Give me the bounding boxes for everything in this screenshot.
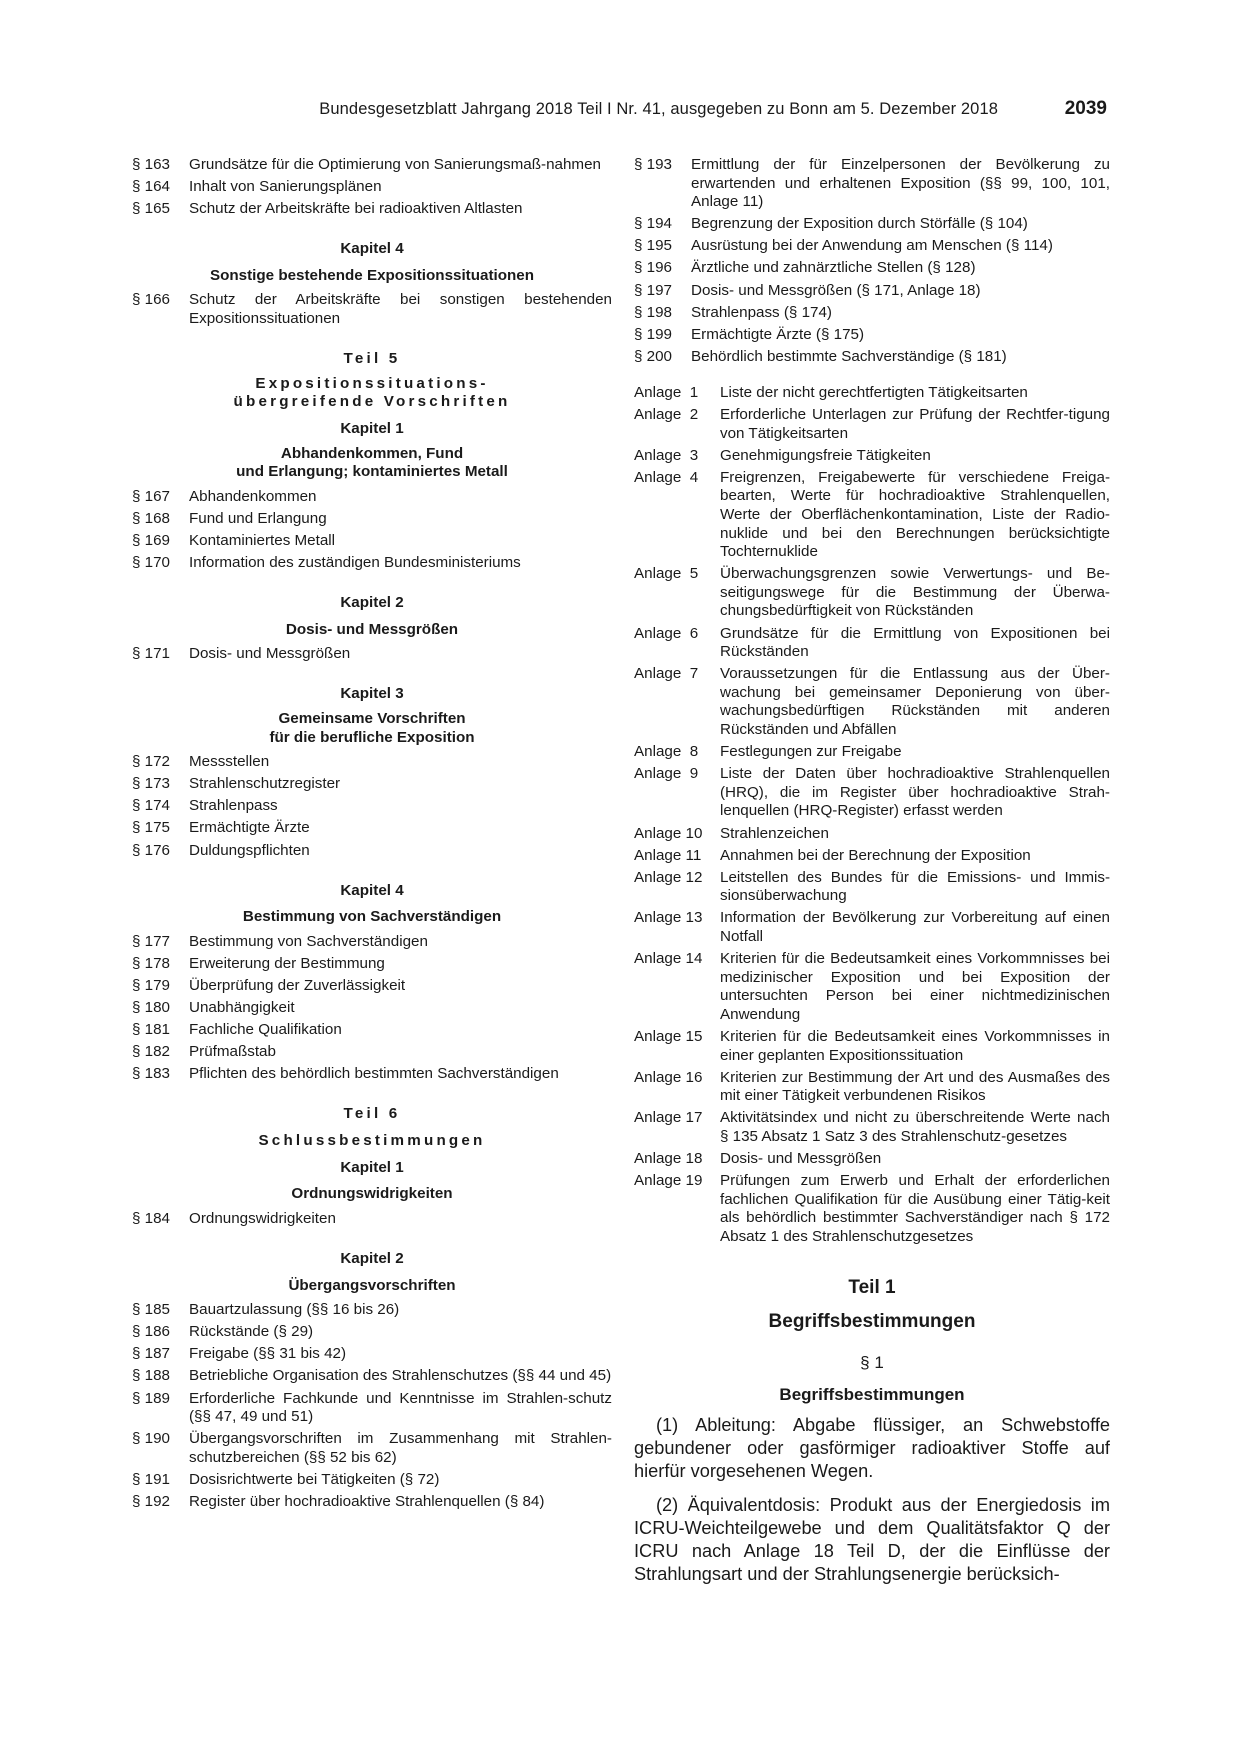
body-paragraph: (2) Äquivalentdosis: Produkt aus der Energiedosis im ICRU-Weichteilgewebe und dem Qualitätsfaktor Q der ICRU nach Anlage 18 Teil D, der die Einflüsse der Strahlungsart und der Strahlungsenergie berücksich- [634, 1494, 1110, 1585]
entry-number: Anlage 10 [634, 824, 703, 842]
entry-text: Duldungspflichten [189, 841, 310, 859]
toc-entry [634, 447, 1110, 466]
toc-entry [634, 825, 1110, 844]
toc-entry [132, 955, 612, 974]
entry-number: Anlage 5 [634, 565, 699, 583]
entry-number: § 196 [634, 259, 673, 277]
entry-text: Ausrüstung bei der Anwendung am Menschen (§ 114) [691, 237, 1053, 255]
entry-text: Dosis- und Messgrößen [189, 645, 351, 663]
entry-text: Überprüfung der Zuverlässigkeit [189, 977, 406, 994]
chapter-title: für die berufliche Exposition [269, 728, 475, 746]
entry-number: § 169 [132, 531, 171, 549]
toc-list [132, 1210, 612, 1229]
entry-text: Bauartzulassung (§§ 16 bis 26) [189, 1301, 400, 1319]
entry-text: Liste der Daten über hochradioaktive Strahlenquellen (HRQ), die im Register über hochradioaktive Strah-lenquellen (HRQ-Register) erfasst werden [720, 765, 1110, 820]
chapter-label: Kapitel 1 [340, 1158, 404, 1176]
chapter-title: Übergangsvorschriften [288, 1276, 456, 1294]
toc-list [132, 933, 612, 1084]
running-head: Bundesgesetzblatt Jahrgang 2018 Teil I Nr. 41, ausgegeben zu Bonn am 5. Dezember 2018 [319, 100, 998, 118]
entry-text: Ordnungswidrigkeiten [189, 1209, 336, 1227]
section-title: Begriffsbestimmungen [779, 1384, 965, 1404]
chapter-label: Kapitel 4 [340, 240, 404, 258]
entry-number: § 190 [132, 1430, 171, 1448]
toc-entry [634, 469, 1110, 562]
entry-number: Anlage 4 [634, 468, 699, 486]
entry-text: Genehmigungsfreie Tätigkeiten [720, 446, 931, 464]
body-paragraph: (1) Ableitung: Abgabe flüssiger, an Schwebstoffe gebundener oder gasförmiger radioaktiver Stoffe auf hierfür vorgesehenen Wegen. [634, 1414, 1110, 1482]
toc-entry [634, 259, 1110, 278]
toc-entry [132, 1390, 612, 1427]
entry-number: § 166 [132, 291, 171, 309]
toc-entry [634, 1028, 1110, 1065]
toc-entry [634, 304, 1110, 323]
entry-text: Dosis- und Messgrößen (§ 171, Anlage 18) [691, 281, 981, 299]
entry-number: § 186 [132, 1323, 171, 1341]
toc-entry [132, 1493, 612, 1512]
entry-number: § 163 [132, 156, 171, 173]
toc-entry [132, 842, 612, 861]
entry-text: Grundsätze für die Optimierung von Sanierungsmaß-nahmen [189, 156, 601, 173]
page-header [0, 98, 1241, 128]
toc-entry [132, 753, 612, 772]
toc-entry [132, 1210, 612, 1229]
part-label: Teil 1 [848, 1276, 896, 1298]
entry-number: § 164 [132, 178, 171, 196]
entry-text: Strahlenschutzregister [189, 775, 341, 793]
entry-number: Anlage 17 [634, 1109, 703, 1127]
toc-entry [634, 348, 1110, 367]
toc-entry [132, 510, 612, 529]
toc-entry [132, 1021, 612, 1040]
entry-number: § 171 [132, 645, 171, 663]
toc-entry [634, 156, 1110, 212]
entry-text: Ärztliche und zahnärztliche Stellen (§ 128) [691, 259, 976, 277]
toc-entry [634, 326, 1110, 345]
toc-entry [132, 156, 612, 175]
toc-entry [132, 532, 612, 551]
page-number: 2039 [1064, 98, 1107, 119]
entry-text: Schutz der Arbeitskräfte bei sonstigen bestehenden Expositionssituationen [189, 291, 612, 328]
entry-number: § 189 [132, 1389, 171, 1407]
toc-entry [132, 488, 612, 507]
entry-text: Abhandenkommen [189, 487, 317, 505]
entry-text: Schutz der Arbeitskräfte bei radioaktiven Altlasten [189, 200, 523, 218]
annex-list [634, 384, 1110, 1247]
entry-text: Strahlenzeichen [720, 824, 829, 842]
chapter-label: Kapitel 2 [340, 594, 404, 612]
part-title: übergreifende Vorschriften [233, 393, 511, 411]
right-column [634, 156, 1110, 1586]
entry-number: Anlage 9 [634, 765, 699, 783]
toc-entry [634, 869, 1110, 906]
entry-text: Register über hochradioaktive Strahlenquellen (§ 84) [189, 1492, 545, 1510]
entry-text: Rückstände (§ 29) [189, 1323, 314, 1341]
entry-number: § 165 [132, 200, 171, 218]
entry-number: Anlage 3 [634, 446, 699, 464]
entry-text: Information des zuständigen Bundesministeriums [189, 554, 521, 571]
entry-text: Erforderliche Unterlagen zur Prüfung der Rechtfer-tigung von Tätigkeitsarten [720, 406, 1110, 442]
entry-number: § 187 [132, 1345, 171, 1363]
entry-number: § 175 [132, 819, 171, 837]
toc-entry [634, 1109, 1110, 1146]
entry-number: Anlage 1 [634, 383, 699, 401]
chapter-label: Kapitel 4 [340, 881, 404, 899]
entry-text: Prüfmaßstab [189, 1043, 276, 1061]
entry-text: Festlegungen zur Freigabe [720, 743, 902, 761]
entry-number: § 167 [132, 487, 171, 505]
toc-entry [634, 950, 1110, 1024]
entry-text: Behördlich bestimmte Sachverständige (§ 181) [691, 347, 1007, 365]
entry-text: Erweiterung der Bestimmung [189, 954, 385, 972]
entry-text: Kriterien für die Bedeutsamkeit eines Vorkommnisses bei medizinischer Exposition und bei Exposition der untersuchten Person bei einer nichtmedizinischen Anwendung [720, 950, 1110, 1023]
section-mark: § 1 [860, 1352, 884, 1372]
entry-number: § 194 [634, 215, 673, 233]
entry-text: Bestimmung von Sachverständigen [189, 932, 428, 950]
toc-entry [634, 1150, 1110, 1169]
chapter-title: Ordnungswidrigkeiten [291, 1185, 453, 1203]
part-label: Teil 6 [343, 1105, 401, 1123]
entry-text: Kriterien für die Bedeutsamkeit eines Vorkommnisses in einer geplanten Expositionssituation [720, 1027, 1110, 1064]
toc-entry [132, 1471, 612, 1490]
entry-number: Anlage 11 [634, 846, 702, 864]
chapter-title: Bestimmung von Sachverständigen [242, 908, 502, 926]
toc-entry [132, 977, 612, 996]
toc-list [132, 753, 612, 860]
toc-entry [132, 775, 612, 794]
entry-text: Kontaminiertes Metall [189, 531, 336, 549]
toc-entry [132, 645, 612, 664]
entry-text: Information der Bevölkerung zur Vorbereitung auf einen Notfall [720, 909, 1110, 945]
toc-entry [634, 1069, 1110, 1106]
entry-number: § 176 [132, 841, 171, 859]
chapter-title: Sonstige bestehende Expositionssituationen [209, 266, 535, 284]
entry-number: § 177 [132, 932, 171, 950]
entry-text: Voraussetzungen für die Entlassung aus der Über-wachung bei gemeinsamer Deponierung von über-wachungsbedürftigen Rückständen mit anderen Rückständen und Abfällen [720, 665, 1110, 739]
entry-number: § 179 [132, 977, 171, 994]
entry-number: § 193 [634, 156, 673, 173]
toc-entry [634, 625, 1110, 662]
toc-entry [132, 1301, 612, 1320]
toc-entry [132, 999, 612, 1018]
entry-text: Prüfungen zum Erwerb und Erhalt der erforderlichen fachlichen Qualifikation für die Ausübung einer Tätig-keit als behördlich bestimmter Sachverständiger nach § 172 Absatz 1 des Strahlenschutzgesetzes [720, 1172, 1110, 1245]
entry-number: § 178 [132, 954, 171, 972]
toc-entry [634, 215, 1110, 234]
toc-entry [634, 765, 1110, 821]
entry-text: Aktivitätsindex und nicht zu überschreitende Werte nach § 135 Absatz 1 Satz 3 des Strahlenschutz-gesetzes [720, 1109, 1110, 1145]
entry-number: Anlage 2 [634, 406, 699, 424]
toc-list [132, 488, 612, 573]
entry-number: Anlage 6 [634, 624, 699, 642]
entry-text: Ermächtigte Ärzte (§ 175) [691, 325, 865, 343]
entry-text: Pflichten des behördlich bestimmten Sachverständigen [189, 1065, 559, 1083]
entry-number: Anlage 14 [634, 950, 703, 968]
entry-text: Fachliche Qualifikation [189, 1021, 342, 1039]
entry-number: § 198 [634, 303, 673, 321]
chapter-title: und Erlangung; kontaminiertes Metall [236, 463, 508, 481]
toc-entry [634, 1172, 1110, 1246]
entry-number: Anlage 13 [634, 909, 703, 927]
toc-list [132, 291, 612, 328]
entry-number: § 172 [132, 753, 171, 771]
entry-text: Freigabe (§§ 31 bis 42) [189, 1345, 347, 1363]
entry-number: Anlage 18 [634, 1150, 703, 1167]
toc-entry [132, 1323, 612, 1342]
entry-text: Ermächtigte Ärzte [189, 819, 310, 837]
entry-text: Ermittlung der für Einzelpersonen der Bevölkerung zu erwartenden und erhaltenen Exposition (§§ 99, 100, 101, Anlage 11) [691, 156, 1110, 211]
toc-list [634, 156, 1110, 366]
toc-entry [132, 933, 612, 952]
toc-list-top [132, 156, 612, 219]
toc-entry [132, 1065, 612, 1084]
part-title: Schlussbestimmungen [258, 1132, 486, 1150]
toc-entry [132, 1430, 612, 1467]
chapter-title: Dosis- und Messgrößen [285, 620, 459, 638]
toc-entry [634, 406, 1110, 443]
entry-text: Kriterien zur Bestimmung der Art und des Ausmaßes des mit einer Tätigkeit verbundenen Risikos [720, 1068, 1110, 1105]
toc-entry [634, 665, 1110, 739]
entry-number: Anlage 8 [634, 743, 699, 761]
entry-number: § 188 [132, 1367, 171, 1385]
toc-entry [132, 178, 612, 197]
left-column [132, 156, 612, 1515]
toc-entry [132, 797, 612, 816]
toc-entry [132, 819, 612, 838]
entry-text: Dosisrichtwerte bei Tätigkeiten (§ 72) [189, 1470, 440, 1488]
entry-number: § 185 [132, 1301, 171, 1319]
entry-text: Freigrenzen, Freigabewerte für verschiedene Freiga-bearten, Werte für hochradioaktive Strahlenquellen, Werte der Oberflächenkontamination, Liste der Radio-nuklide und bei den Berechnungen berücksichtigte Tochternuklide [720, 468, 1110, 561]
entry-number: § 181 [132, 1021, 171, 1039]
entry-number: § 191 [132, 1470, 171, 1488]
entry-number: § 170 [132, 554, 171, 571]
entry-number: § 182 [132, 1043, 171, 1061]
entry-text: Strahlenpass (§ 174) [691, 303, 832, 321]
entry-number: Anlage 7 [634, 665, 699, 683]
entry-number: § 192 [132, 1492, 171, 1510]
entry-text: Fund und Erlangung [189, 509, 327, 527]
entry-number: § 183 [132, 1065, 171, 1083]
toc-entry [634, 743, 1110, 762]
entry-number: § 184 [132, 1209, 171, 1227]
entry-number: § 200 [634, 347, 673, 365]
entry-text: Grundsätze für die Ermittlung von Expositionen bei Rückständen [720, 624, 1110, 661]
chapter-label: Kapitel 1 [340, 419, 404, 437]
toc-entry [634, 847, 1110, 866]
entry-number: § 168 [132, 509, 171, 527]
entry-text: Dosis- und Messgrößen [720, 1150, 882, 1167]
toc-entry [634, 282, 1110, 301]
entry-text: Inhalt von Sanierungsplänen [189, 178, 382, 196]
entry-number: § 195 [634, 237, 673, 255]
entry-text: Begrenzung der Exposition durch Störfälle (§ 104) [691, 215, 1028, 233]
toc-entry [132, 291, 612, 328]
entry-text: Erforderliche Fachkunde und Kenntnisse im Strahlen-schutz (§§ 47, 49 und 51) [189, 1389, 612, 1426]
entry-text: Überwachungsgrenzen sowie Verwertungs- und Be-seitigungswege für die Bestimmung der Überwa-chungsbedürftigkeit von Rückständen [720, 565, 1110, 620]
entry-text: Annahmen bei der Berechnung der Exposition [720, 846, 1031, 864]
entry-number: Anlage 15 [634, 1027, 703, 1045]
entry-text: Messstellen [189, 753, 270, 771]
entry-number: § 173 [132, 775, 171, 793]
part-title: Begriffsbestimmungen [768, 1310, 976, 1332]
entry-text: Unabhängigkeit [189, 999, 295, 1017]
toc-entry [634, 384, 1110, 403]
entry-number: § 174 [132, 797, 171, 815]
entry-number: § 180 [132, 999, 171, 1017]
entry-text: Leitstellen des Bundes für die Emissions- und Immis-sionsüberwachung [720, 868, 1110, 905]
toc-entry [132, 554, 612, 573]
entry-number: § 197 [634, 281, 673, 299]
part-title: Expositionssituations- [255, 374, 489, 392]
entry-text: Übergangsvorschriften im Zusammenhang mit Strahlen-schutzbereichen (§§ 52 bis 62) [189, 1430, 612, 1466]
chapter-title: Abhandenkommen, Fund [280, 444, 464, 462]
entry-text: Liste der nicht gerechtfertigten Tätigkeitsarten [720, 383, 1028, 401]
toc-entry [634, 565, 1110, 621]
entry-number: Anlage 16 [634, 1068, 703, 1086]
entry-number: Anlage 12 [634, 868, 703, 886]
chapter-label: Kapitel 3 [340, 685, 404, 703]
part-label: Teil 5 [343, 350, 401, 368]
chapter-label: Kapitel 2 [340, 1249, 404, 1267]
toc-entry [634, 909, 1110, 946]
entry-text: Betriebliche Organisation des Strahlenschutzes (§§ 44 und 45) [189, 1367, 612, 1385]
toc-list [132, 1301, 612, 1511]
toc-list [132, 645, 612, 664]
entry-number: Anlage 19 [634, 1172, 703, 1190]
toc-entry [132, 200, 612, 219]
chapter-title: Gemeinsame Vorschriften [278, 709, 466, 727]
toc-entry [132, 1367, 612, 1386]
toc-entry [634, 237, 1110, 256]
entry-text: Strahlenpass [189, 797, 278, 815]
toc-entry [132, 1043, 612, 1062]
entry-number: § 199 [634, 325, 673, 343]
toc-entry [132, 1345, 612, 1364]
